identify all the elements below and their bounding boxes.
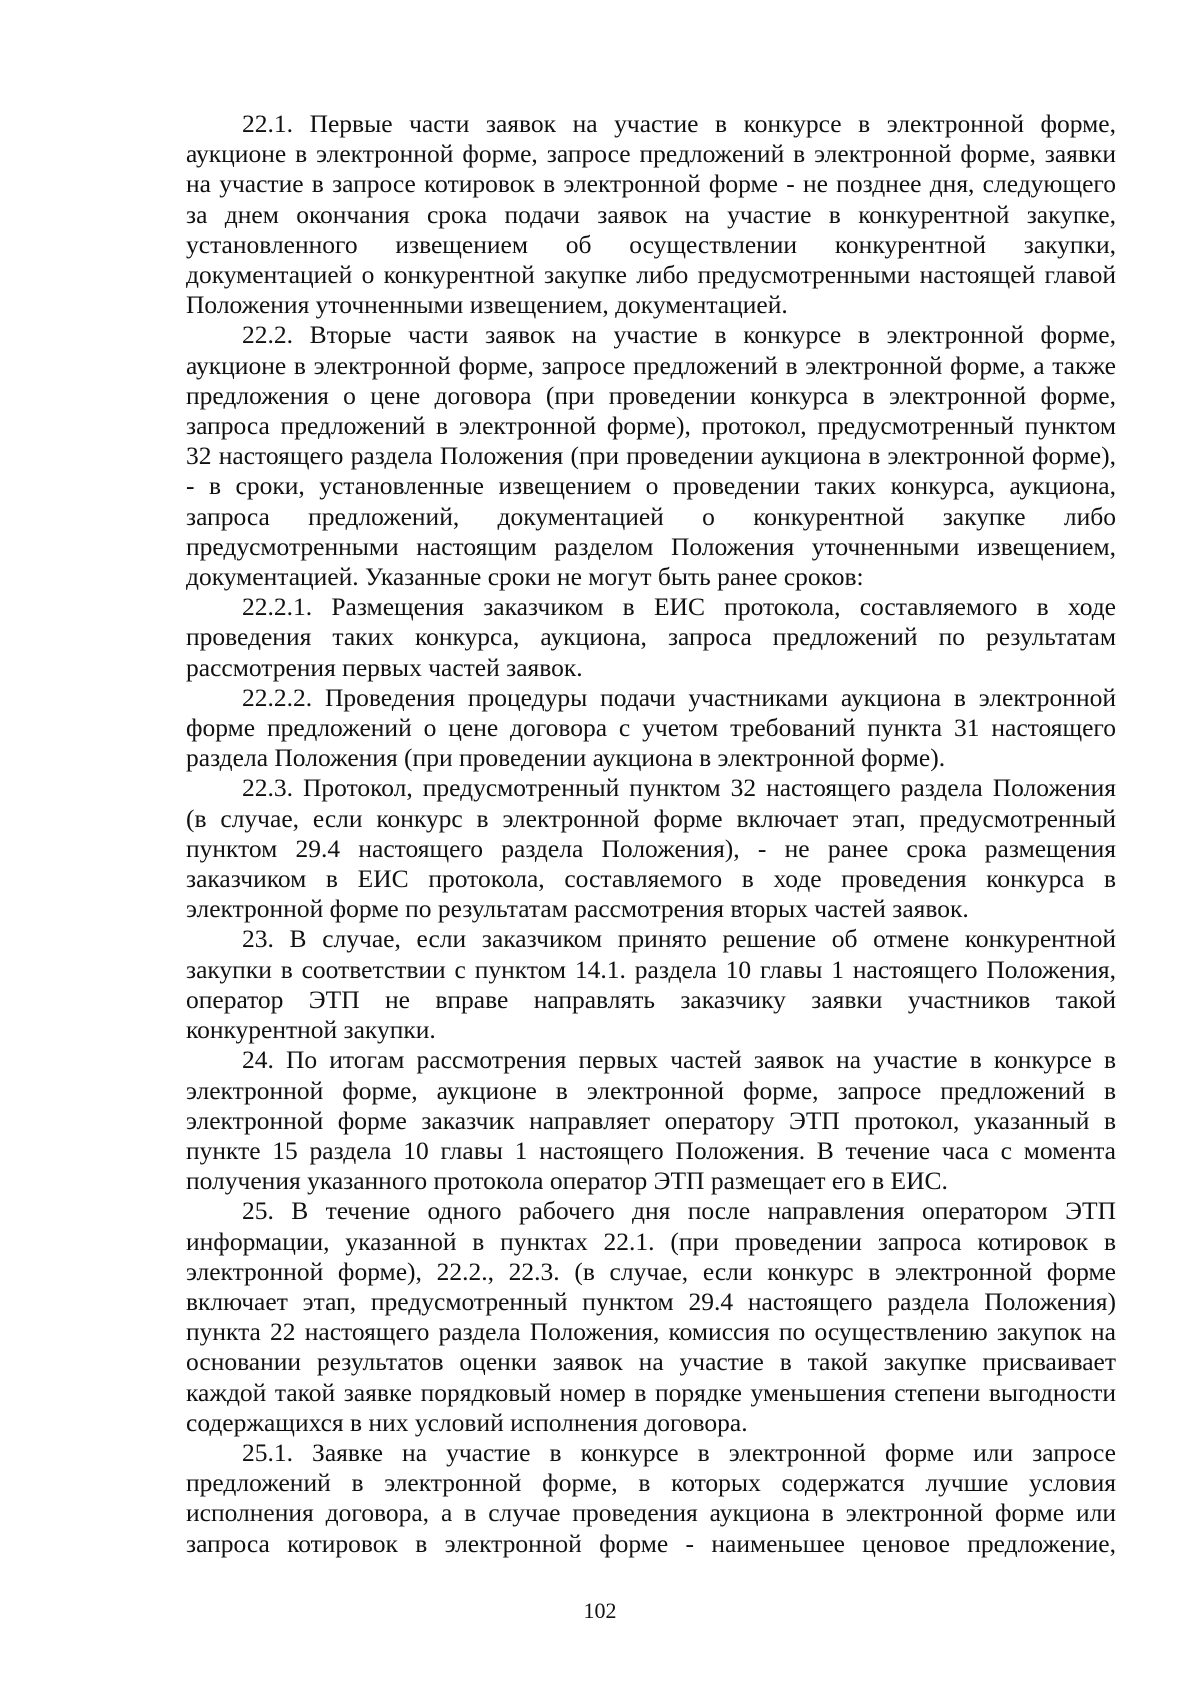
paragraph-22-1: 22.1. Первые части заявок на участие в конкурсе в электронной форме, аукционе в электронной форме, запросе предложений в электронной форме, заявки на участие в запросе котировок в электронной форме - не позднее дня, следующего за днем окончания срока подачи заявок на участие в конкурентной закупке, установленного извещением об осуществлении конкурентной закупки, документацией о конкурентной закупке либо предусмотренными настоящей главой Положения уточненными извещением, документацией. <box>186 109 1116 320</box>
paragraph-22-2-2: 22.2.2. Проведения процедуры подачи участниками аукциона в электронной форме предложений о цене договора с учетом требований пункта 31 настоящего раздела Положения (при проведении аукциона в электронной форме). <box>186 682 1116 773</box>
document-body <box>186 109 1116 1559</box>
paragraph-22-2: 22.2. Вторые части заявок на участие в конкурсе в электронной форме, аукционе в электронной форме, запросе предложений в электронной форме, а также предложения о цене договора (при проведении конкурса в электронной форме, запроса предложений в электронной форме), протокол, предусмотренный пунктом 32 настоящего раздела Положения (при проведении аукциона в электронной форме), - в сроки, установленные извещением о проведении таких конкурса, аукциона, запроса предложений, документацией о конкурентной закупке либо предусмотренными настоящим разделом Положения уточненными извещением, документацией. Указанные сроки не могут быть ранее сроков: <box>186 320 1116 592</box>
paragraph-22-2-1: 22.2.1. Размещения заказчиком в ЕИС протокола, составляемого в ходе проведения таких конкурса, аукциона, запроса предложений по результатам рассмотрения первых частей заявок. <box>186 592 1116 682</box>
paragraph-25-1: 25.1. Заявке на участие в конкурсе в электронной форме или запросе предложений в электронной форме, в которых содержатся лучшие условия исполнения договора, а в случае проведения аукциона в электронной форме или запроса котировок в электронной форме - наименьшее ценовое предложение, <box>186 1437 1116 1558</box>
paragraph-23: 23. В случае, если заказчиком принято решение об отмене конкурентной закупки в соответствии с пунктом 14.1. раздела 10 главы 1 настоящего Положения, оператор ЭТП не вправе направлять заказчику заявки участников такой конкурентной закупки. <box>186 924 1116 1045</box>
paragraph-25: 25. В течение одного рабочего дня после направления оператором ЭТП информации, указанной в пунктах 22.1. (при проведении запроса котировок в электронной форме), 22.2., 22.3. (в случае, если конкурс в электронной форме включает этап, предусмотренный пунктом 29.4 настоящего раздела Положения) пункта 22 настоящего раздела Положения, комиссия по осуществлению закупок на основании результатов оценки заявок на участие в такой закупке присваивает каждой такой заявке порядковый номер в порядке уменьшения степени выгодности содержащихся в них условий исполнения договора. <box>186 1196 1116 1437</box>
paragraph-22-3: 22.3. Протокол, предусмотренный пунктом 32 настоящего раздела Положения (в случае, если конкурс в электронной форме включает этап, предусмотренный пунктом 29.4 настоящего раздела Положения), - не ранее срока размещения заказчиком в ЕИС протокола, составляемого в ходе проведения конкурса в электронной форме по результатам рассмотрения вторых частей заявок. <box>186 773 1116 924</box>
paragraph-24: 24. По итогам рассмотрения первых частей заявок на участие в конкурсе в электронной форме, аукционе в электронной форме, запросе предложений в электронной форме заказчик направляет оператору ЭТП протокол, указанный в пункте 15 раздела 10 главы 1 настоящего Положения. В течение часа с момента получения указанного протокола оператор ЭТП размещает его в ЕИС. <box>186 1045 1116 1196</box>
page-number: 102 <box>583 1598 617 1623</box>
